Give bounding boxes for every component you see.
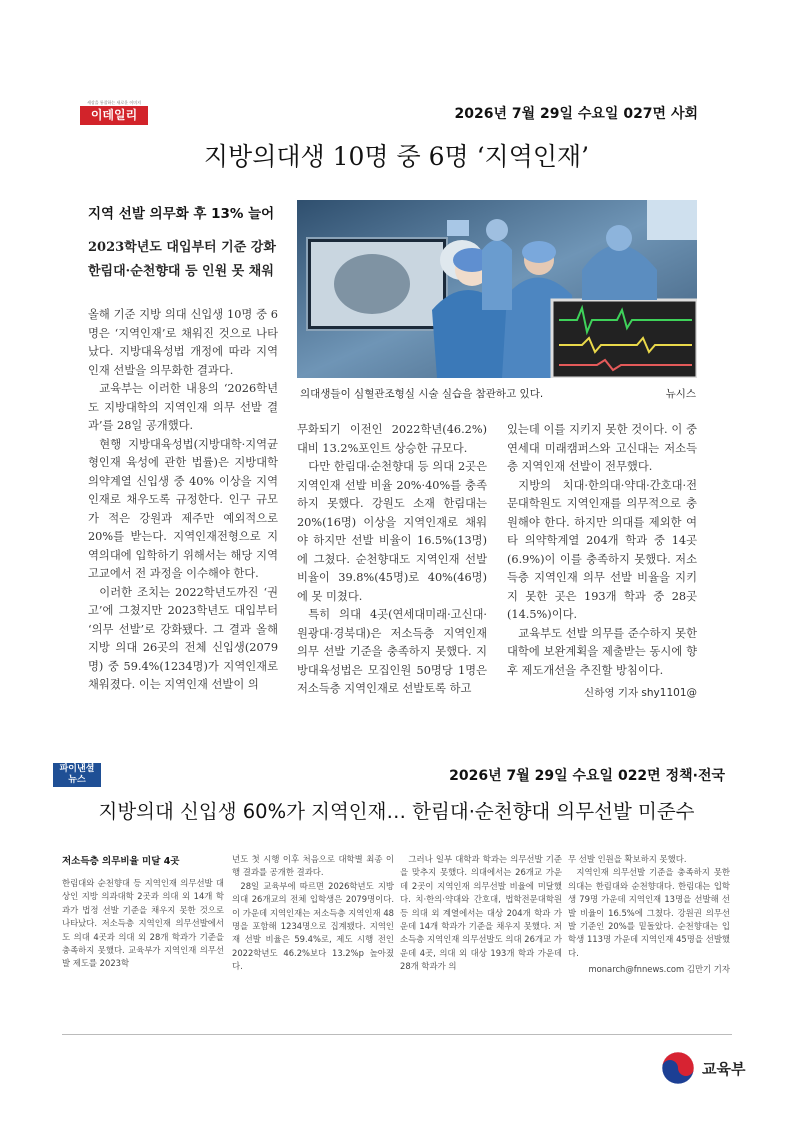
edaily-logo xyxy=(80,100,148,126)
paragraph: 그러나 일부 대학과 학과는 의무선발 기준을 맞추지 못했다. 의대에서는 26개교 가운데 2곳이 지역인재 의무선발 비율에 미달했다. 치·한의·약대와 간호대, 법학전문대학원 등 의대 외 계열에서는 대상 204개 학과 가운데 14개 학과가 기준을 채우지 못했다. 저소득층 지역인재 의무선발도 의대 26개교 가운데 4곳, 의대 외 대상 193개 학과 가운데 28개 학과가 의 xyxy=(400,854,562,972)
paragraph: 다만 한림대·순천향대 등 의대 2곳은 지역인재 선발 비율 20%·40%를 충족하지 못했다. 강원도 소재 한림대는 20%(16명) 이상을 지역인재로 채워야 하지만 선발 비율이 16.5%(13명)에 그쳤다. 순천향대도 지역인재 선발 비율이 39.8%(45명)로 40%(46명)에 못 미쳤다. xyxy=(297,460,487,603)
article1-subtitle: 지역 선발 의무화 후 13% 늘어 xyxy=(88,206,275,222)
paragraph: 한림대와 순천향대 등 지역인재 의무선발 대상인 지방 의과대학 2곳과 의대 외 14개 학과가 법정 선발 기준을 채우지 못한 것으로 나타났다. 저소득층 지역인재 의무선발에서도 의대 4곳과 의대 외 28개 학과가 기준을 충족하지 못했다. 교육부가 지역인재 의무선발 제도를 2023학 xyxy=(62,878,224,969)
article2-column-3 xyxy=(400,853,562,974)
article2-column-4 xyxy=(568,853,730,977)
article1-byline: 신하영 기자 shy1101@ xyxy=(584,687,697,699)
ministry-name: 교육부 xyxy=(702,1059,746,1078)
article2-column-2 xyxy=(232,853,394,974)
article2-dateline: 2026년 7월 29일 수요일 022면 정책·전국 xyxy=(449,768,725,784)
paragraph: 지역인재 의무선발 기준을 충족하지 못한 의대는 한림대와 순천향대다. 한림대는 입학생 79명 가운데 지역인재 13명을 선발해 선발 비율이 16.5%에 그쳤다. 강원권 의무선발 기준인 20%를 밑돌았다. 순천향대는 입학생 113명 가운데 지역인재 45명을 선발했다. xyxy=(568,867,730,958)
article1-column-3 xyxy=(507,421,697,703)
article1-dateline: 2026년 7월 29일 수요일 027면 사회 xyxy=(454,106,698,122)
taegeuk-icon xyxy=(660,1050,696,1086)
paragraph: 무화되기 이전인 2022학년(46.2%) 대비 13.2%포인트 상승한 규모다. xyxy=(297,423,487,455)
paragraph: 무 선발 인원을 확보하지 못했다. xyxy=(568,854,687,864)
article2-byline: monarch@fnnews.com 김만기 기자 xyxy=(588,964,730,975)
paragraph: 있는데 이를 지키지 못한 것이다. 이 중 연세대 미래캠퍼스와 고신대는 저소득층 지역인재 선발이 전무했다. xyxy=(507,423,697,473)
paragraph: 지방의 치대·한의대·약대·간호대·전문대학원도 지역인재를 의무적으로 충원해야 한다. 하지만 의대를 제외한 여타 의약학계열 204개 학과 중 14곳(6.9%)이 이를 충족하지 못했다. 저소득층 지역인재 의무 선발 비율을 지키지 못한 곳은 193개 학과 중 28곳(14.5%)이다. xyxy=(507,478,697,621)
article2-subtitle: 저소득층 의무비율 미달 4곳 xyxy=(62,856,180,867)
article1-subheading xyxy=(88,236,276,284)
paragraph: 28일 교육부에 따르면 2026학년도 지방 의대 26개교의 전체 입학생은 2079명이다. 이 가운데 지역인재는 저소득층 지역인재 48명을 포함해 1234명으로 집계됐다. 지역인재 선발 비율은 59.4%로, 제도 시행 전인 2022학년도 46.2%보다 13.2%p 높아졌다. xyxy=(232,880,394,972)
paragraph: 교육부도 선발 의무를 준수하지 못한 대학에 보완계획을 제출받는 동시에 향후 제도개선을 추진할 방침이다. xyxy=(507,626,697,677)
photo-caption: 의대생들이 심혈관조형실 시술 실습을 참관하고 있다. xyxy=(300,388,544,400)
photo-credit: 뉴시스 xyxy=(665,388,696,400)
logo-wordmark: 이데일리 xyxy=(80,106,148,125)
ministry-of-education-logo xyxy=(660,1050,745,1086)
paragraph: 이러한 조치는 2022학년도까진 ‘권고’에 그쳤지만 2023학년도 대입부터 ‘의무 선발’로 강화됐다. 그 결과 올해 지방 의대 26곳의 전체 신입생(2079명) 중 59.4%(1234명)가 지역인재로 채워졌다. 이는 지역인재 선발이 의 xyxy=(88,585,278,691)
subheading-line-1: 2023학년도 대입부터 기준 강화 xyxy=(88,240,276,255)
article1-column-1 xyxy=(88,306,278,695)
fnnews-logo xyxy=(53,763,101,787)
article2-title: 지방의대 신입생 60%가 지역인재… 한림대·순천향대 의무선발 미준수 xyxy=(98,800,695,823)
paragraph: 년도 첫 시행 이후 처음으로 대학별 최종 이행 결과를 공개한 결과다. xyxy=(232,854,394,878)
article1-column-2 xyxy=(297,421,487,699)
paragraph: 특히 의대 4곳(연세대미래·고신대·원광대·경북대)은 저소득층 지역인재 의무 선발 기준을 충족하지 못했다. 지방대육성법은 모집인원 50명당 1명은 저소득층 지역인재로 선발토록 하고 xyxy=(297,608,487,695)
logo-tagline: 세상을 통찰하는 새로운 이미지 xyxy=(86,100,142,105)
paragraph: 현행 지방대육성법(지방대학·지역균형인재 육성에 관한 법률)은 지방대학 의약계열 신입생 중 40% 이상을 지역인재로 채우도록 규정한다. 인구 규모가 적은 강원과 제주만 예외적으로 20%를 받는다. 지역인재전형으로 지역의대에 입학하기 위해서는 해당 지역 고교에서 전 과정을 이수해야 한다. xyxy=(88,437,278,580)
paragraph: 교육부는 이러한 내용의 ‘2026학년도 지방대학의 지역인재 의무 선발 결과’를 28일 공개했다. xyxy=(88,382,278,432)
footer-divider xyxy=(62,1034,732,1035)
paragraph: 올해 기준 지방 의대 신입생 10명 중 6명은 ‘지역인재’로 채워진 것으로 나타났다. 지방대육성법 개정에 따라 지역인재 선발을 의무화한 결과다. xyxy=(88,308,278,377)
logo-line-1: 파이낸셜 xyxy=(59,764,95,774)
article1-title: 지방의대생 10명 중 6명 ‘지역인재’ xyxy=(203,142,590,171)
article1-photo xyxy=(297,200,697,378)
article2-column-1 xyxy=(62,877,224,971)
operating-room-photo xyxy=(297,200,697,378)
subheading-line-2: 한림대·순천향대 등 인원 못 채워 xyxy=(88,264,274,279)
logo-line-2: 뉴스 xyxy=(68,775,86,785)
